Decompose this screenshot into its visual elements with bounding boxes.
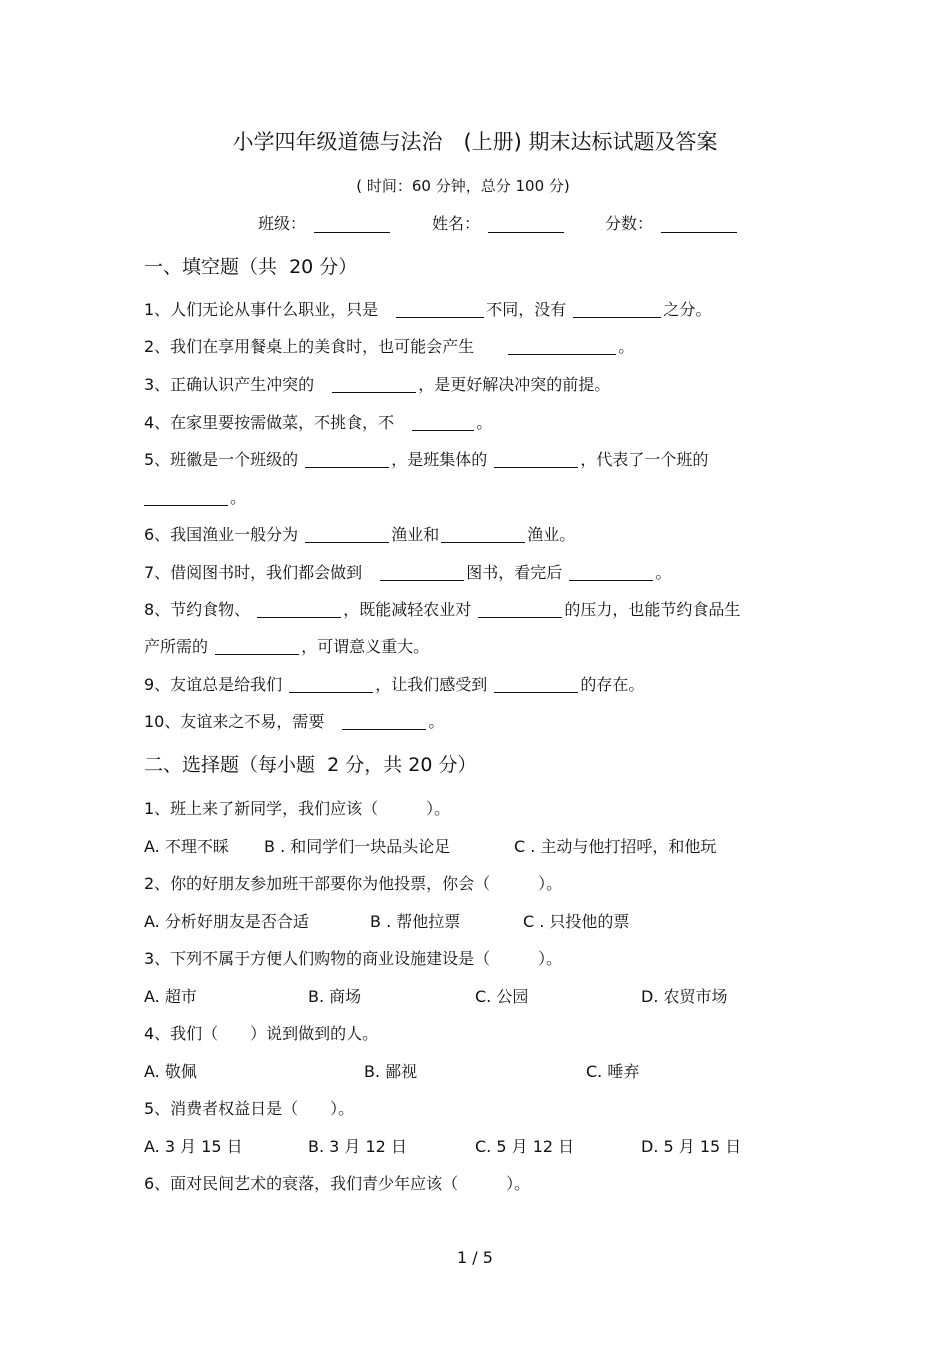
question-text: 图书，看完后 xyxy=(466,563,563,582)
section-heading-choice: 二、选择题（每小题 2 分，共 20 分） xyxy=(144,754,477,776)
question-text: 9、友谊总是给我们 xyxy=(144,675,283,694)
answer-blank[interactable] xyxy=(494,450,578,468)
question-text: ，是班集体的 xyxy=(391,450,488,469)
name-label: 姓名： xyxy=(432,214,481,233)
question-choice-5: 5、消费者权益日是（ ）。 xyxy=(144,1099,355,1118)
option-a[interactable]: A. 敬佩 xyxy=(144,1062,197,1081)
option-a[interactable]: A. 分析好朋友是否合适 xyxy=(144,912,309,931)
class-blank[interactable] xyxy=(314,214,390,233)
question-text: ，代表了一个班的 xyxy=(580,450,709,469)
question-choice-4: 4、我们（ ）说到做到的人。 xyxy=(144,1024,379,1043)
answer-blank[interactable] xyxy=(478,600,562,618)
answer-blank[interactable] xyxy=(508,337,616,355)
question-fill-1 xyxy=(144,298,711,322)
question-text: 1、人们无论从事什么职业，只是 xyxy=(144,300,379,319)
score-label: 分数： xyxy=(605,214,654,233)
exam-subtitle: ( 时间：60 分钟，总分 100 分) xyxy=(356,177,570,195)
question-fill-3 xyxy=(144,373,610,397)
answer-blank[interactable] xyxy=(289,675,373,693)
option-a[interactable]: A. 超市 xyxy=(144,987,197,1006)
question-fill-8 xyxy=(144,598,740,622)
question-text: 5、班徽是一个班级的 xyxy=(144,450,299,469)
question-fill-4 xyxy=(144,411,492,435)
page-number: 1 / 5 xyxy=(457,1248,493,1267)
page-title: 小学四年级道德与法治 (上册) 期末达标试题及答案 xyxy=(232,130,718,154)
question-fill-2 xyxy=(144,335,634,359)
question-fill-5-cont xyxy=(144,486,246,510)
question-choice-1: 1、班上来了新同学，我们应该（ ）。 xyxy=(144,799,451,818)
question-fill-7 xyxy=(144,561,671,585)
class-field xyxy=(258,212,390,236)
question-text: 7、借阅图书时，我们都会做到 xyxy=(144,563,363,582)
question-text: ，可谓意义重大。 xyxy=(301,637,430,656)
question-text: ，既能减轻农业对 xyxy=(343,600,472,619)
name-blank[interactable] xyxy=(488,214,564,233)
section-heading-fill: 一、填空题（共 20 分） xyxy=(144,256,358,278)
option-a[interactable]: A. 3 月 15 日 xyxy=(144,1137,243,1156)
name-field xyxy=(432,212,564,236)
answer-blank[interactable] xyxy=(494,675,578,693)
answer-blank[interactable] xyxy=(573,300,661,318)
answer-blank[interactable] xyxy=(342,712,426,730)
class-label: 班级： xyxy=(258,214,307,233)
option-c[interactable]: C. 公园 xyxy=(475,987,529,1006)
option-b[interactable]: B. 商场 xyxy=(308,987,362,1006)
answer-blank[interactable] xyxy=(257,600,341,618)
question-fill-10 xyxy=(144,710,444,734)
answer-blank[interactable] xyxy=(215,637,299,655)
option-a[interactable]: A. 不理不睬 xyxy=(144,837,229,856)
question-choice-2: 2、你的好朋友参加班干部要你为他投票，你会（ ）。 xyxy=(144,874,563,893)
question-fill-9 xyxy=(144,673,644,697)
option-b[interactable]: B. 鄙视 xyxy=(364,1062,418,1081)
option-d[interactable]: D. 农贸市场 xyxy=(641,987,728,1006)
option-c[interactable]: C . 主动与他打招呼，和他玩 xyxy=(514,837,717,856)
question-text: ，让我们感受到 xyxy=(375,675,488,694)
answer-blank[interactable] xyxy=(380,563,464,581)
question-text: 产所需的 xyxy=(144,637,209,656)
question-text: 2、我们在享用餐桌上的美食时，也可能会产生 xyxy=(144,337,475,356)
question-text: 3、正确认识产生冲突的 xyxy=(144,375,315,394)
answer-blank[interactable] xyxy=(412,413,474,431)
question-choice-3: 3、下列不属于方便人们购物的商业设施建设是（ ）。 xyxy=(144,949,563,968)
question-text: 渔业。 xyxy=(527,525,576,544)
question-text: 的存在。 xyxy=(580,675,645,694)
question-text: ，是更好解决冲突的前提。 xyxy=(418,375,611,394)
question-text: 10、友谊来之不易，需要 xyxy=(144,712,325,731)
question-choice-6: 6、面对民间艺术的衰落，我们青少年应该（ ）。 xyxy=(144,1174,531,1193)
question-text: 。 xyxy=(476,413,493,432)
option-c[interactable]: C. 唾弃 xyxy=(586,1062,640,1081)
question-text: 8、节约食物、 xyxy=(144,600,251,619)
answer-blank[interactable] xyxy=(332,375,416,393)
answer-blank[interactable] xyxy=(396,300,484,318)
option-b[interactable]: B. 3 月 12 日 xyxy=(308,1137,407,1156)
question-text: 。 xyxy=(428,712,445,731)
option-b[interactable]: B . 和同学们一块品头论足 xyxy=(264,837,451,856)
question-text: 。 xyxy=(618,337,635,356)
answer-blank[interactable] xyxy=(569,563,653,581)
question-text: 。 xyxy=(655,563,672,582)
question-text: 的压力，也能节约食品生 xyxy=(564,600,741,619)
option-b[interactable]: B . 帮他拉票 xyxy=(370,912,461,931)
question-text: 4、在家里要按需做菜，不挑食，不 xyxy=(144,413,395,432)
option-c[interactable]: C . 只投他的票 xyxy=(523,912,630,931)
answer-blank[interactable] xyxy=(441,525,525,543)
score-field xyxy=(605,212,737,236)
question-fill-6 xyxy=(144,523,575,547)
question-fill-5 xyxy=(144,448,708,472)
question-text: 之分。 xyxy=(663,300,712,319)
answer-blank[interactable] xyxy=(305,450,389,468)
question-text: 。 xyxy=(230,488,247,507)
option-d[interactable]: D. 5 月 15 日 xyxy=(641,1137,742,1156)
question-text: 不同，没有 xyxy=(486,300,567,319)
answer-blank[interactable] xyxy=(305,525,389,543)
question-fill-8-cont xyxy=(144,635,429,659)
score-blank[interactable] xyxy=(661,214,737,233)
option-c[interactable]: C. 5 月 12 日 xyxy=(475,1137,575,1156)
answer-blank[interactable] xyxy=(144,488,228,506)
question-text: 渔业和 xyxy=(391,525,440,544)
question-text: 6、我国渔业一般分为 xyxy=(144,525,299,544)
